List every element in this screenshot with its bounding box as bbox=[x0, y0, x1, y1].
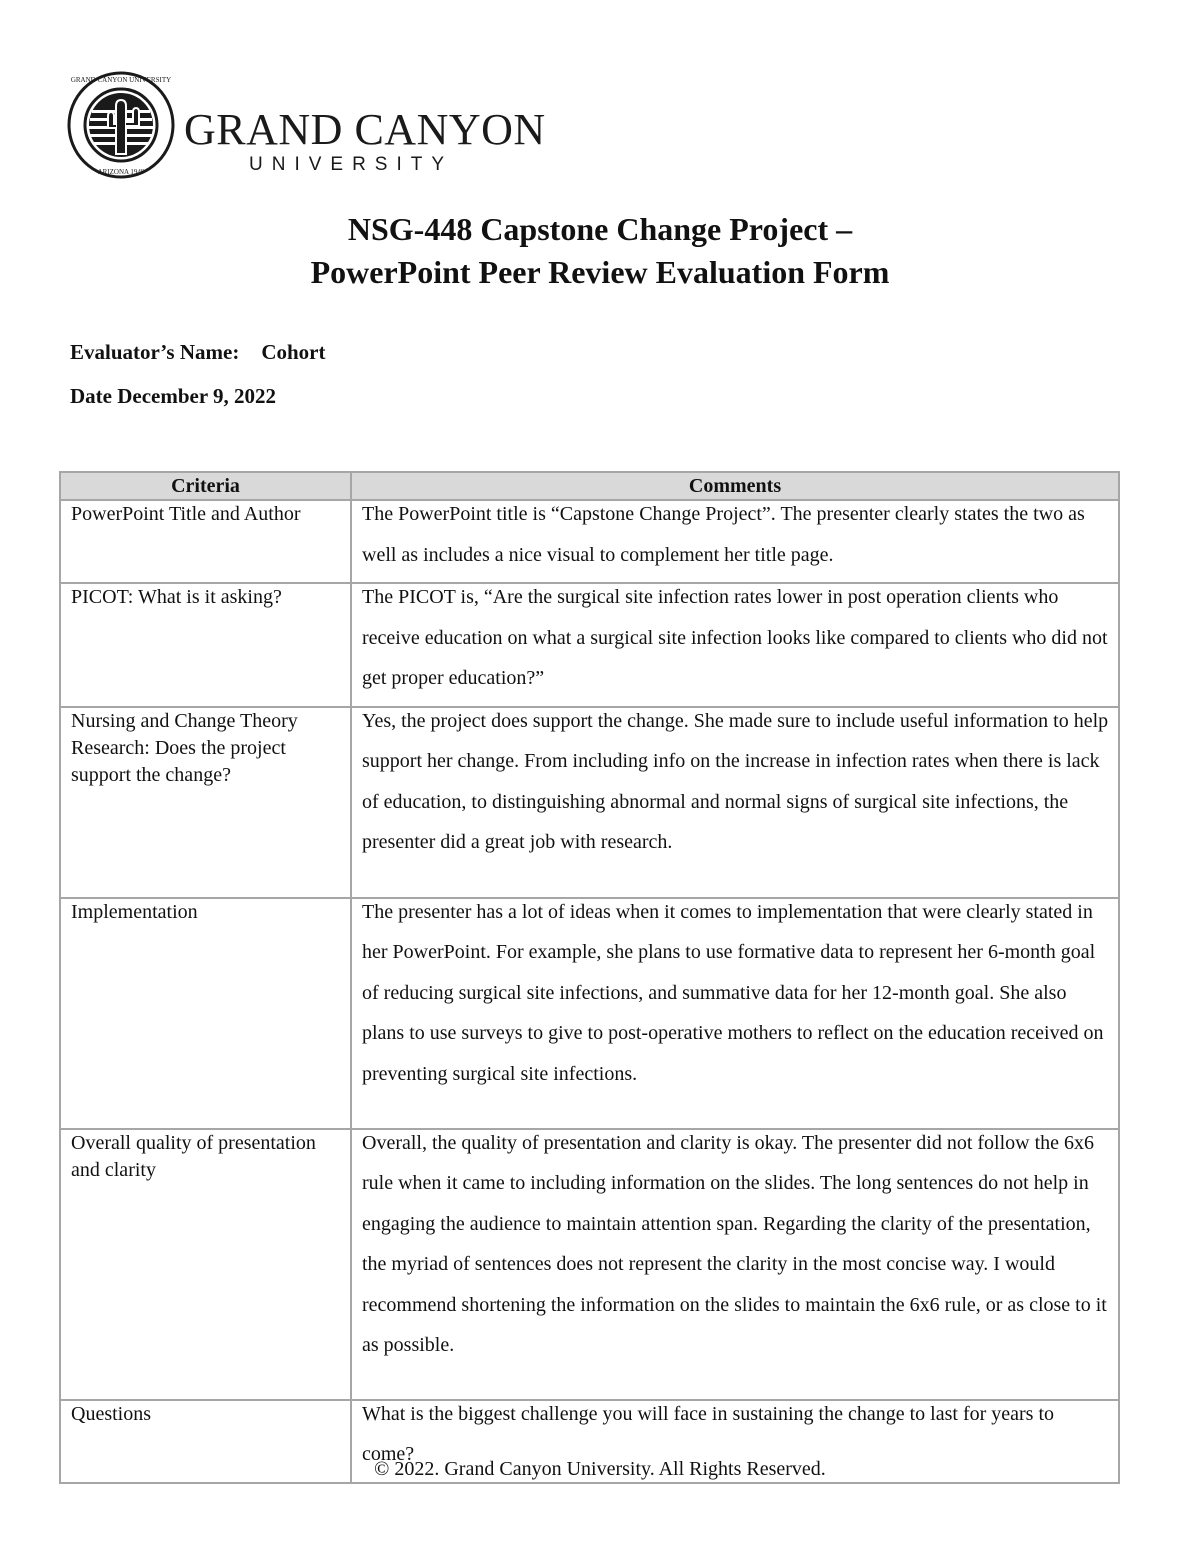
criteria-cell: PICOT: What is it asking? bbox=[60, 583, 351, 707]
comment-cell bbox=[351, 500, 1119, 583]
university-seal-icon bbox=[66, 70, 176, 180]
evaluator-value: Cohort bbox=[261, 340, 326, 364]
table-row bbox=[60, 500, 1119, 583]
table-row bbox=[60, 1129, 1119, 1400]
comment-text: The PowerPoint title is “Capstone Change Project”. The presenter clearly states the two as well as includes a nice visual to complement her title page. bbox=[362, 503, 1085, 566]
comment-cell bbox=[351, 707, 1119, 898]
comments-header: Comments bbox=[351, 472, 1119, 500]
criteria-cell: Nursing and Change Theory Research: Does the project support the change? bbox=[60, 707, 351, 898]
document-title bbox=[0, 208, 1200, 294]
comment-cell bbox=[351, 1129, 1119, 1400]
criteria-cell: Implementation bbox=[60, 898, 351, 1129]
date-line: Date December 9, 2022 bbox=[70, 384, 277, 408]
criteria-cell: Questions bbox=[60, 1400, 351, 1483]
comment-cell bbox=[351, 898, 1119, 1129]
comment-text: Overall, the quality of presentation and clarity is okay. The presenter did not follow the 6x6 rule when it came to including information on the slides. The long sentences do not help in engaging the audience to maintain attention span. Regarding the clarity of the presentation, the myriad of sentences does not represent the clarity in the most concise way. I would recommend shortening the information on the slides to maintain the 6x6 rule, or as close to it as possible. bbox=[362, 1131, 1107, 1356]
table-row bbox=[60, 707, 1119, 898]
svg-text:ARIZONA 1949: ARIZONA 1949 bbox=[97, 168, 145, 176]
svg-text:GRAND CANYON UNIVERSITY: GRAND CANYON UNIVERSITY bbox=[70, 76, 172, 84]
comment-cell bbox=[351, 583, 1119, 707]
criteria-cell: PowerPoint Title and Author bbox=[60, 500, 351, 583]
university-logo bbox=[66, 70, 566, 180]
comment-text: Yes, the project does support the change. She made sure to include useful information to help support her change. From including info on the increase in infection rates when there is lack of education, to distinguishing abnormal and normal signs of surgical site infections, the presenter did a great job with research. bbox=[362, 709, 1109, 853]
table-row bbox=[60, 898, 1119, 1129]
review-table bbox=[59, 471, 1120, 1484]
evaluator-line bbox=[70, 339, 326, 365]
comment-text: What is the biggest challenge you will face in sustaining the change to last for years to come? bbox=[362, 1402, 1055, 1465]
comment-text: The presenter has a lot of ideas when it comes to implementation that were clearly stated in her PowerPoint. For example, she plans to use formative data to represent her 6-month goal of reducing surgical site infections, and summative data for her 12-month goal. She also plans to use surveys to give to post-operative mothers to reflect on the education received on preventing surgical site infections. bbox=[362, 900, 1104, 1085]
evaluator-label: Evaluator’s Name: bbox=[70, 340, 240, 364]
comment-text: The PICOT is, “Are the surgical site infection rates lower in post operation clients who receive education on what a surgical site infection looks like compared to clients who did not get proper education?” bbox=[362, 586, 1108, 689]
copyright-footer: © 2022. Grand Canyon University. All Rights Reserved. bbox=[374, 1458, 826, 1480]
logo-wordmark: GRAND CANYON bbox=[184, 105, 546, 154]
criteria-header: Criteria bbox=[60, 472, 351, 500]
logo-subtitle: UNIVERSITY bbox=[249, 154, 454, 175]
title-line-1: NSG-448 Capstone Change Project – bbox=[347, 211, 853, 247]
title-line-2: PowerPoint Peer Review Evaluation Form bbox=[310, 254, 890, 290]
criteria-cell: Overall quality of presentation and clarity bbox=[60, 1129, 351, 1400]
table-row bbox=[60, 583, 1119, 707]
